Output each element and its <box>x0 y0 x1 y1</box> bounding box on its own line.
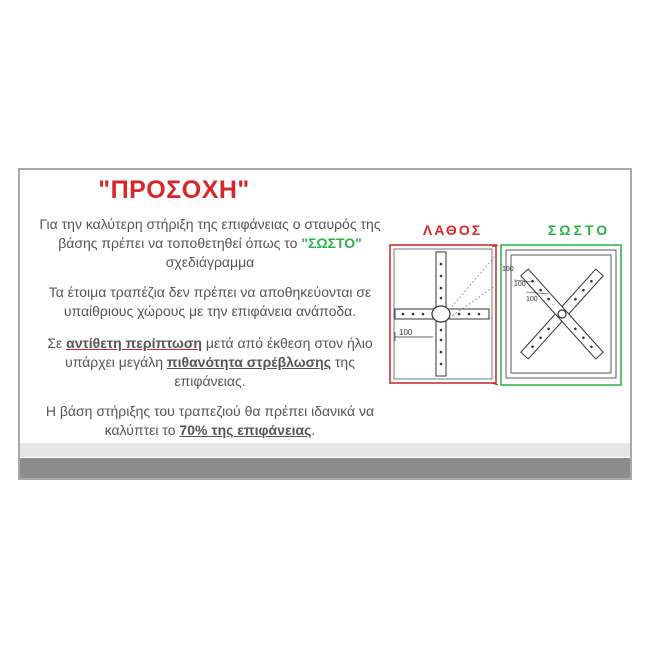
support-text-end: σχεδιάγραμμα <box>165 254 255 270</box>
warping-text-middle: μετά από έκθεση στον ήλιο υπάρχει μεγάλη <box>65 335 373 370</box>
coverage-text-end: . <box>311 422 316 438</box>
warping-text-end: της επιφάνειας. <box>174 354 355 389</box>
wrong-label: ΛΑΘΟΣ <box>422 222 483 238</box>
warping-emphasis: πιθανότητα στρέβλωσης <box>166 354 331 370</box>
correct-diagram <box>500 244 622 388</box>
correct-label: ΣΩΣΤΟ <box>547 222 611 238</box>
coverage-paragraph <box>30 402 390 440</box>
storage-paragraph: Τα έτοιμα τραπέζια δεν πρέπει να αποθηκεύονται σε υπαίθριους χώρους με την επιφάνεια ανάποδα. <box>48 284 372 319</box>
footer-stripe-dark <box>20 458 630 478</box>
correct-dimension-3: 100 <box>526 296 538 303</box>
hub <box>432 306 450 322</box>
warping-text-start: Σε <box>47 335 67 351</box>
warning-panel <box>18 168 632 480</box>
support-paragraph <box>30 215 390 272</box>
support-text: Για την καλύτερη στήριξη της επιφάνειας ο σταυρός της βάσης πρέπει να τοποθετηθεί όπως το <box>39 216 381 251</box>
correct-highlight: "ΣΩΣΤΟ" <box>301 235 362 251</box>
wrong-diagram <box>389 244 499 388</box>
correct-dimension-2: 100 <box>514 281 526 288</box>
opposite-case-emphasis: αντίθετη περίπτωση <box>66 335 202 351</box>
wrong-dimension-label: 100 <box>399 328 413 337</box>
correct-dimension-1: 100 <box>502 266 514 273</box>
coverage-emphasis: 70% της επιφάνειας <box>179 422 312 438</box>
warping-paragraph <box>30 334 390 391</box>
correct-hub <box>558 310 566 318</box>
footer-stripe-light <box>20 443 630 457</box>
warning-title: "ΠΡΟΣΟΧΗ" <box>98 176 250 204</box>
coverage-text: Η βάση στήριξης του τραπεζιού θα πρέπει ιδανικά να καλύπτει το <box>45 403 375 438</box>
